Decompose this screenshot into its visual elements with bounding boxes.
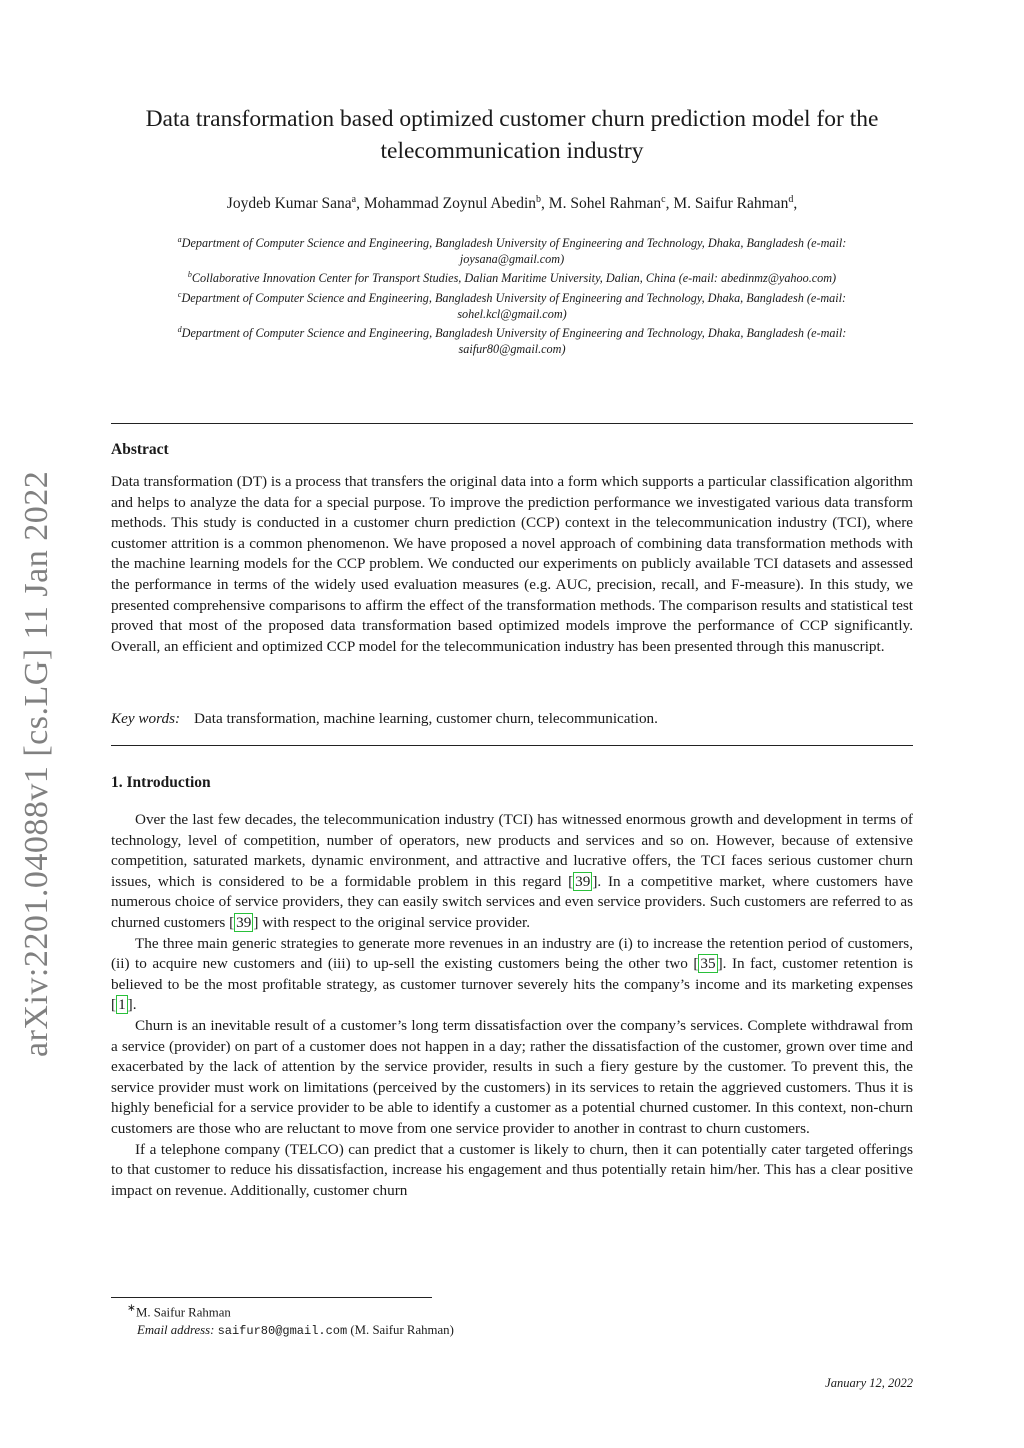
footnote-rule [111,1297,432,1298]
keywords-text: Data transformation, machine learning, customer churn, telecommunication. [194,710,658,727]
abstract-heading: Abstract [111,441,169,458]
keywords [111,710,913,728]
abstract-text: Data transformation (DT) is a process that transfers the original data into a form which supports a particular classification algorithm and helps to analyze the data for a special purpose. To improve the prediction performance we investigated various data transform methods. This study is conducted in a customer churn prediction (CCP) context in the telecommunication industry (TCI), where customer attrition is a common phenomenon. We have proposed a novel approach of combining data transformation methods with the machine learning models for the CCP problem. We conducted our experiments on publicly available TCI datasets and assessed the performance in terms of the widely used evaluation measures (e.g. AUC, precision, recall, and F-measure). In this study, we presented comprehensive comparisons to affirm the effect of the transformation methods. The comparison results and statistical test proved that most of the proposed data transformation based optimized models improve the performance of CCP significantly. Overall, an efficient and optimized CCP model for the telecommunication industry has been presented through this manuscript. [111,473,913,655]
paragraph: Over the last few decades, the telecommunication industry (TCI) has witnessed enormous growth and development in terms of technology, level of competition, number of operators, new products and services and so on. However, because of extensive competition, saturated markets, dynamic environment, and attractive and lucrative offers, the TCI faces serious customer churn issues, which is considered to be a formidable problem in this regard [ 39 ]. In a competitive market, where customers have numerous choice of service providers, they can easily switch services and even service providers. Such customers are referred to as churned customers [ 39 ] with respect to the original service provider. [111,811,914,931]
citation-link[interactable]: 1 [118,996,126,1014]
author: M. Sohel Rahman$^c$, [548,194,674,213]
abstract-top-rule [111,423,913,424]
footnote-email: saifur80@gmail.com [217,1324,348,1339]
paper-title: Data transformation based optimized customer churn prediction model for the telecommunication industry [145,106,879,164]
abstract-bottom-rule [111,745,913,746]
introduction-body [111,810,913,1201]
affiliation: $^d$Department of Computer Science and Engineering, Bangladesh University of Engineering and Technology, Dhaka, Bangladesh (e-mail: saifur80@gmail.com) [177,325,847,357]
citation-link[interactable]: 35 [700,955,716,973]
affiliation: $^b$Collaborative Innovation Center for Transport Studies, Dalian Maritime University, Dalian, China (e-mail: abedinmz@yahoo.com) [187,270,837,286]
paragraph: Churn is an inevitable result of a customer’s long term dissatisfaction over the company’s services. Complete withdrawal from a service (provider) on part of a customer does not happen in a day; rather the dissatisfaction of the customer, grown over time and exacerbated by the lack of attention by the service provider, results in such a fiery gesture by the customer. To prevent this, the service provider must work on limitations (perceived by the customers) in its services to retain the aggrieved customers. Thus it is highly beneficial for a service provider to be able to identify a customer as a potential churned customer. In this context, non-churn customers are those who are reluctant to move from one service provider to another in contrast to churn customers. [111,1016,913,1137]
affiliation-list [130,232,894,358]
citation-link[interactable]: 39 [575,872,591,890]
arxiv-identifier-stamp: arXiv:2201.04088v1 [cs.LG] 11 Jan 2022 [18,470,55,1057]
preprint-date: January 12, 2022 [825,1376,913,1390]
affiliation: $^a$Department of Computer Science and Engineering, Bangladesh University of Engineering and Technology, Dhaka, Bangladesh (e-mail: joysana@gmail.com) [177,235,847,267]
author: Mohammad Zoynul Abedin$^b$, [363,194,549,213]
citation-link[interactable]: 39 [236,913,252,931]
footnote: ∗M. Saifur Rahman Email address: saifur80@gmail.com (M. Saifur Rahman) [127,1303,454,1339]
author: M. Saifur Rahman$^d$, [673,194,798,213]
author-list [100,194,924,213]
author: Joydeb Kumar Sana$^a$, [226,194,364,213]
keywords-label: Key words: [111,710,181,727]
section-heading-introduction: 1. Introduction [111,774,211,791]
affiliation: $^c$Department of Computer Science and Engineering, Bangladesh University of Engineering and Technology, Dhaka, Bangladesh (e-mail: sohel.kcl@gmail.com) [177,289,847,321]
paragraph: If a telephone company (TELCO) can predict that a customer is likely to churn, then it can potentially cater targeted offerings to that customer to reduce his dissatisfaction, increase his engagement and thus potentially retain him/her. This has a clear positive impact on revenue. Additionally, customer churn [111,1140,913,1199]
paragraph: The three main generic strategies to generate more revenues in an industry are (i) to increase the retention period of customers, (ii) to acquire new customers and (iii) to up-sell the existing customers being the other two [ 35 ]. In fact, customer retention is believed to be the most profitable strategy, as customer turnover severely hits the company’s income and its marketing expenses [ 1 ]. [111,934,913,1014]
